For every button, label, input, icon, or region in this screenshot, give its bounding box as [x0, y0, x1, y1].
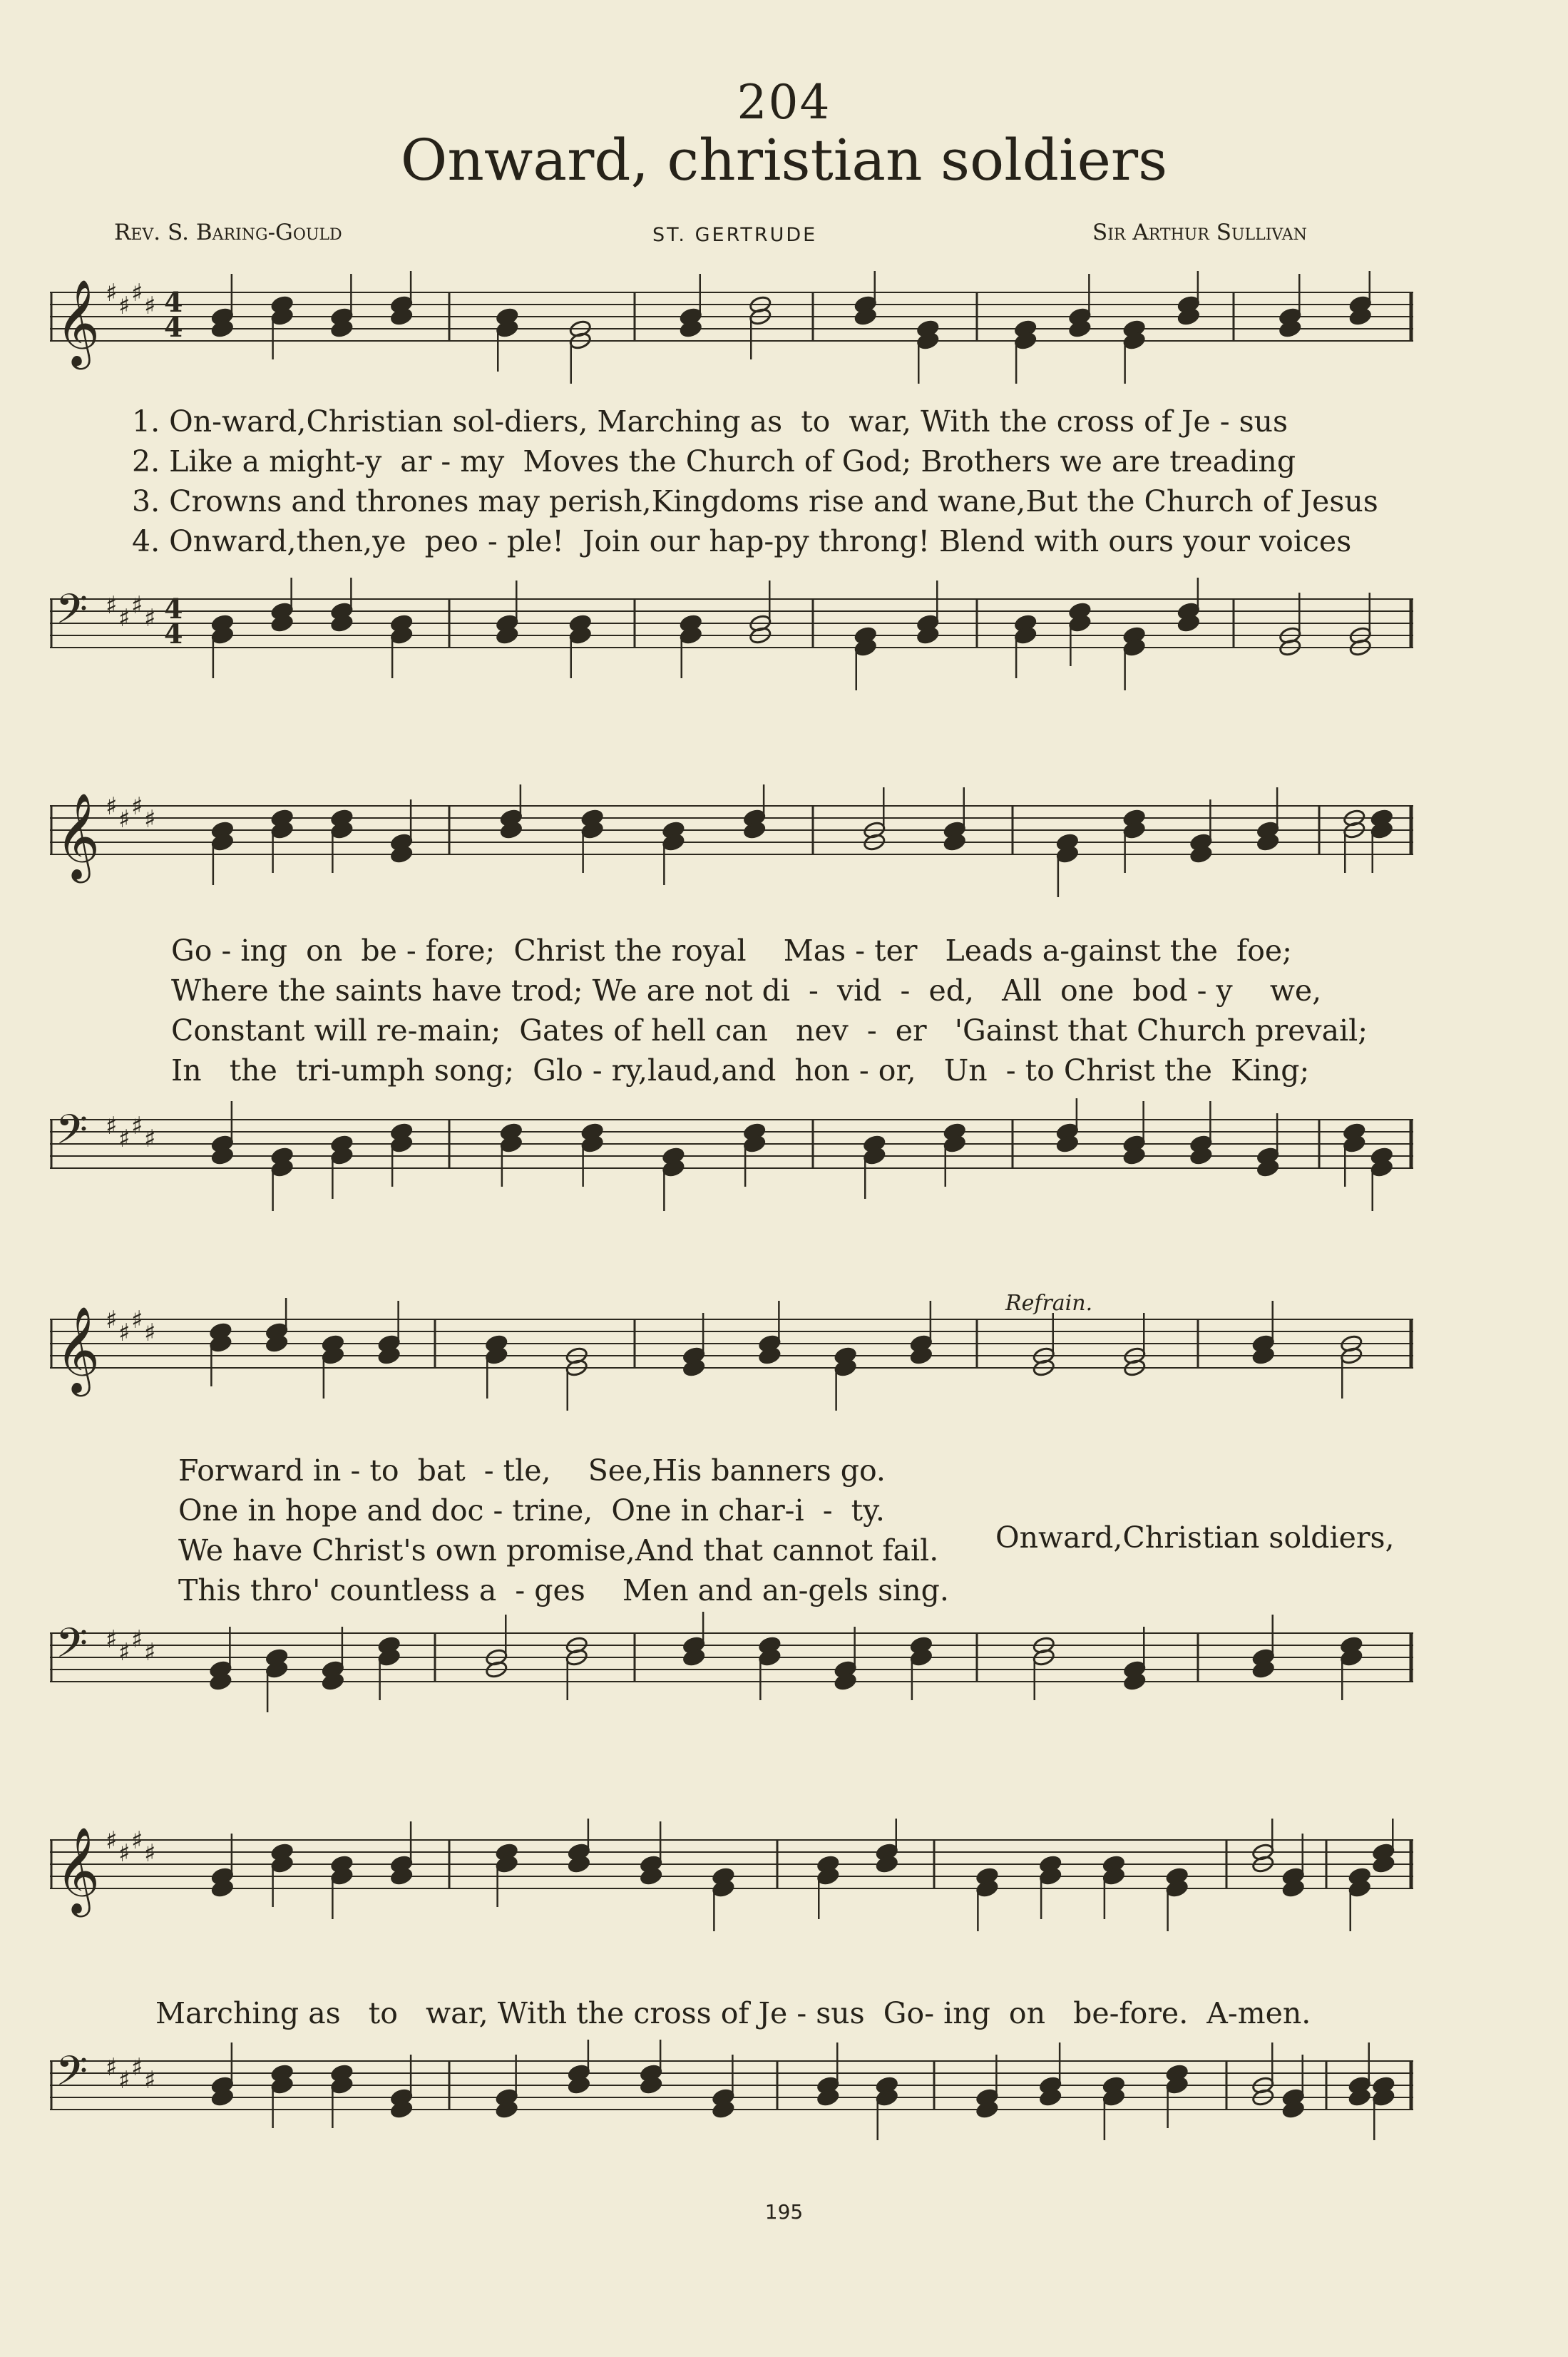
svg-text:♯: ♯	[106, 279, 118, 307]
svg-text:♯: ♯	[144, 604, 156, 633]
refrain-lyric: Onward,Christian soldiers,	[995, 1520, 1395, 1555]
svg-text:4: 4	[164, 311, 183, 343]
svg-text:♯: ♯	[118, 292, 130, 320]
svg-text:𝄢: 𝄢	[56, 585, 88, 643]
svg-text:4: 4	[164, 618, 183, 650]
svg-text:♯: ♯	[118, 604, 130, 633]
system-1-verse-2: 2. Like a might-y ar - my Moves the Church of God; Brothers we are treading	[132, 444, 1296, 479]
svg-text:♯: ♯	[106, 1625, 118, 1654]
system-3-verse-2: One in hope and doc - trine, One in char-i - ty.	[178, 1493, 885, 1528]
svg-text:𝄞: 𝄞	[56, 1826, 101, 1913]
svg-text:♯: ♯	[131, 279, 143, 307]
system-2-verse-1: Go - ing on be - fore; Christ the royal Mas - ter Leads a-gainst the foe;	[171, 934, 1292, 968]
system-1-bass-staff	[50, 578, 1413, 713]
svg-text:♯: ♯	[131, 1826, 143, 1855]
system-2-bass-staff	[50, 1098, 1413, 1227]
svg-text:𝄢: 𝄢	[56, 2047, 88, 2105]
system-1-verse-1: 1. On-ward,Christian sol-diers, Marching as to war, With the cross of Je - sus	[132, 404, 1288, 439]
system-4-bass-staff	[50, 2040, 1413, 2182]
composer-credit: Sir Arthur Sullivan	[1092, 220, 1307, 245]
system-2-treble-staff	[50, 784, 1413, 899]
system-2-verse-2: Where the saints have trod; We are not di - vid - ed, All one bod - y we,	[171, 973, 1322, 1008]
system-2-verse-3: Constant will re-main; Gates of hell can nev - er 'Gainst that Church prevail;	[171, 1013, 1368, 1048]
svg-text:𝄞: 𝄞	[56, 792, 101, 879]
svg-text:♯: ♯	[144, 805, 156, 834]
system-4-lyric: Marching as to war, With the cross of Je - sus Go- ing on be-fore. A-men.	[155, 1996, 1311, 2030]
svg-text:♯: ♯	[118, 805, 130, 834]
svg-text:♯: ♯	[144, 1125, 156, 1153]
svg-text:𝄢: 𝄢	[56, 1619, 88, 1677]
svg-text:♯: ♯	[144, 1319, 156, 1347]
svg-text:♯: ♯	[144, 292, 156, 320]
svg-text:♯: ♯	[118, 1839, 130, 1868]
svg-text:♯: ♯	[118, 2066, 130, 2095]
refrain-label: Refrain.	[1005, 1291, 1093, 1316]
system-1-treble-staff	[50, 271, 1413, 385]
svg-text:♯: ♯	[118, 1319, 130, 1347]
tune-name: ST. GERTRUDE	[652, 224, 818, 246]
svg-text:♯: ♯	[144, 1638, 156, 1667]
svg-text:♯: ♯	[131, 2053, 143, 2082]
svg-text:♯: ♯	[106, 2053, 118, 2082]
svg-text:𝄞: 𝄞	[56, 1306, 101, 1393]
system-3-verse-4: This thro' countless a - ges Men and an-gels sing.	[178, 1573, 949, 1607]
system-3-verse-3: We have Christ's own promise,And that cannot fail.	[178, 1533, 939, 1568]
system-1-verse-3: 3. Crowns and thrones may perish,Kingdoms rise and wane,But the Church of Jesus	[132, 484, 1378, 518]
svg-text:♯: ♯	[106, 792, 118, 821]
svg-text:𝄞: 𝄞	[56, 279, 101, 366]
system-2-verse-4: In the tri-umph song; Glo - ry,laud,and hon - or, Un - to Christ the King;	[171, 1053, 1310, 1088]
svg-text:4: 4	[164, 593, 183, 625]
svg-text:♯: ♯	[131, 1112, 143, 1140]
svg-text:♯: ♯	[131, 1306, 143, 1334]
svg-text:♯: ♯	[131, 591, 143, 620]
system-1-verse-4: 4. Onward,then,ye peo - ple! Join our hap-py throng! Blend with ours your voices	[132, 524, 1352, 558]
author-credit: Rev. S. Baring-Gould	[114, 220, 342, 245]
svg-text:♯: ♯	[106, 1306, 118, 1334]
page-number: 195	[764, 2200, 804, 2224]
svg-text:♯: ♯	[106, 591, 118, 620]
svg-text:♯: ♯	[131, 1625, 143, 1654]
svg-text:4: 4	[164, 286, 183, 318]
system-3-treble-staff	[50, 1298, 1413, 1426]
svg-text:♯: ♯	[118, 1638, 130, 1667]
system-3-bass-staff	[50, 1612, 1413, 1762]
svg-text:♯: ♯	[144, 2066, 156, 2095]
hymn-title: Onward, christian soldiers	[400, 127, 1168, 193]
svg-text:♯: ♯	[106, 1826, 118, 1855]
svg-text:♯: ♯	[144, 1839, 156, 1868]
svg-text:♯: ♯	[131, 792, 143, 821]
svg-text:♯: ♯	[118, 1125, 130, 1153]
system-4-treble-staff	[50, 1819, 1413, 1961]
system-3-verse-1: Forward in - to bat - tle, See,His banners go.	[178, 1453, 886, 1488]
svg-text:𝄢: 𝄢	[56, 1105, 88, 1164]
hymn-number: 204	[737, 75, 831, 130]
svg-text:♯: ♯	[106, 1112, 118, 1140]
